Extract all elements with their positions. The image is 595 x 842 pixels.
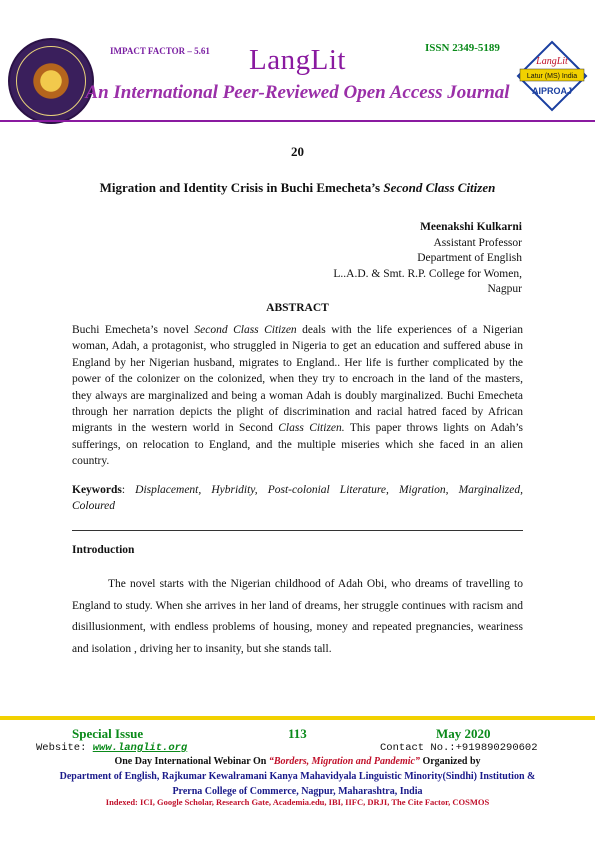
website-link[interactable]: www.langlit.org <box>92 742 188 754</box>
keywords-list: Displacement, Hybridity, Post-colonial Literature, Migration, Marginalized, Coloured <box>72 484 523 513</box>
footer-page-number: 113 <box>288 726 307 741</box>
section-divider <box>72 530 523 531</box>
article-title <box>0 180 595 196</box>
author-block <box>333 220 522 298</box>
webinar-line <box>0 756 595 767</box>
logo-right-middle: Latur (MS) India <box>526 73 578 80</box>
author-college: L..A.D. & Smt. R.P. College for Women, <box>333 267 522 280</box>
article-title-italic: Second Class Citizen <box>383 180 496 195</box>
keywords-label: Keywords <box>72 484 122 496</box>
aiproaj-logo <box>516 40 588 112</box>
indexed-line: Indexed: ICI, Google Scholar, Research Gate, Academia.edu, IBI, IIFC, DRJI, The Cite Factor, COSMOS <box>105 797 490 807</box>
journal-brand: LangLit <box>249 44 346 76</box>
abstract-italic-2: Class Citizen. <box>278 422 345 435</box>
abstract-heading: ABSTRACT <box>266 302 329 314</box>
author-city: Nagpur <box>487 283 522 295</box>
abstract-italic-1: Second Class Citizen <box>194 324 297 336</box>
journal-tagline: An International Peer-Reviewed Open Access Journal <box>85 82 510 103</box>
author-department: Department of English <box>417 252 522 264</box>
website-line <box>36 742 187 754</box>
contact-number: Contact No.:+919890290602 <box>380 742 538 754</box>
footer-bar <box>0 716 595 720</box>
abstract-part-1: Buchi Emecheta’s novel <box>72 324 195 336</box>
introduction-text: The novel starts with the Nigerian childhood of Adah Obi, who dreams of travelling to England to study. When she arrives in her land of dreams, her struggle continues with racism and disillusionment, with endless problems of housing, money and repeated pregnancies, weariness and isolation , driving her to insanity, but she stands tall. <box>72 578 523 655</box>
keywords: Keywords: Displacement, Hybridity, Post-colonial Literature, Migration, Marginalized, Coloured <box>72 484 523 513</box>
abstract-text <box>72 322 523 470</box>
webinar-pre: One Day International Webinar On <box>114 756 269 767</box>
organizer-block <box>0 769 595 799</box>
abstract-part-2: deals with the life experiences of a Nigerian woman, Adah, a protagonist, who struggled in Nigeria to get an education and suffered abuse in England by her Nigerian husband, migrates to England.. Her life is further complicated by the power of the colonizer on the colonized, when they try to encroach in the land of the masters, they always are marginalized and being a woman Adah is doubly marginalized. Buchi Emecheta through her narration depicts the plight of discrimination and racial hatred faced by African migrants in the western world in Second <box>72 324 523 435</box>
webinar-post: Organized by <box>419 756 481 767</box>
website-label: Website: <box>36 742 93 754</box>
footer-date: May 2020 <box>436 726 491 741</box>
article-title-main: Migration and Identity Crisis in Buchi Emecheta’s <box>99 180 384 195</box>
logo-right-top: LangLit <box>536 56 568 67</box>
impact-factor: IMPACT FACTOR – 5.61 <box>110 46 210 56</box>
footer-issue: Special Issue <box>72 726 144 741</box>
issn: ISSN 2349-5189 <box>425 42 500 54</box>
introduction-heading: Introduction <box>72 544 135 556</box>
author-name: Meenakshi Kulkarni <box>420 221 522 233</box>
logo-right-bottom: AIPROAJ <box>531 86 573 96</box>
organizer-line-2: Prerna College of Commerce, Nagpur, Maharashtra, India <box>172 786 423 797</box>
organizer-line-1: Department of English, Rajkumar Kewalramani Kanya Mahavidyala Linguistic Minority(Sindhi) Institution & <box>59 771 536 782</box>
author-position: Assistant Professor <box>433 236 522 249</box>
webinar-title: “Borders, Migration and Pandemic” <box>268 756 420 767</box>
article-number: 20 <box>291 144 304 159</box>
header-rule <box>0 120 595 122</box>
abstract-part-3: This paper throws lights on Adah’s sufferings, on relocation to England, and the multiple miseries which she faced in an alien country. <box>72 422 523 468</box>
